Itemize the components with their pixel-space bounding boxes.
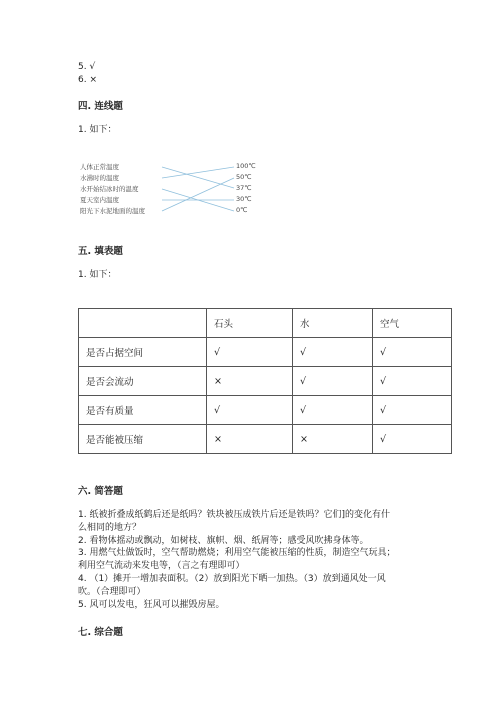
match-right-item: 37℃ [236, 184, 252, 192]
short-answers [78, 509, 398, 611]
previous-answer-5: 5. √ [78, 62, 96, 72]
match-line [162, 167, 234, 178]
table-cell: √ [293, 396, 373, 425]
table-cell: √ [293, 367, 373, 396]
section4-title: 四. 连线题 [78, 101, 123, 112]
table-cell: 是否会流动 [79, 367, 207, 396]
section5-title: 五. 填表题 [78, 246, 123, 257]
match-right-item: 50℃ [236, 173, 252, 181]
table-header-cell: 水 [293, 309, 373, 338]
match-right-item: 30℃ [236, 195, 252, 203]
section7-title: 七. 综合题 [78, 627, 123, 638]
table-cell: 是否占据空间 [79, 338, 207, 367]
table-header-row [79, 309, 452, 338]
table-header-cell [79, 309, 207, 338]
table-cell: √ [373, 367, 452, 396]
table-cell: √ [373, 396, 452, 425]
match-right-item: 100℃ [236, 162, 256, 170]
section4-intro: 1. 如下： [78, 125, 117, 135]
table-cell: × [207, 425, 293, 454]
table-cell: × [207, 367, 293, 396]
section6-title: 六. 简答题 [78, 486, 123, 497]
fill-table [78, 308, 452, 454]
answer-item: 3. 用燃气灶做饭时，空气帮助燃烧；利用空气能被压缩的性质，制造空气玩具；利用空气流动来发电等，（言之有理即可） [78, 548, 396, 572]
table-row [79, 396, 452, 425]
table-cell: √ [373, 425, 452, 454]
answer-item: 1. 纸被折叠成纸鹤后还是纸吗？铁块被压成铁片后还是铁吗？它们]的变化有什么相同的地方？ [78, 510, 390, 533]
table-row [79, 425, 452, 454]
answer-item: 5. 风可以发电，狂风可以摧毁房屋。 [78, 599, 225, 610]
table-cell: √ [207, 396, 293, 425]
table-cell: × [293, 425, 373, 454]
answer-item: 4. （1）摊开一增加表面积。（2）放到阳光下晒一加热。（3）放到通风处一风吹。（合理即可） [78, 573, 386, 597]
match-left-item: 水沸时的温度 [80, 174, 119, 182]
table-header-cell: 空气 [373, 309, 452, 338]
match-left-item: 人体正常温度 [80, 163, 119, 171]
match-left-item: 阳光下水泥地面的温度 [80, 207, 145, 215]
answer-item: 2. 看物体摇动或飘动，如树枝、旗帜、烟、纸屑等；感受风吹拂身体等。 [78, 535, 369, 546]
matching-diagram [78, 160, 268, 220]
match-right-item: 0℃ [236, 206, 248, 214]
table-cell: √ [373, 338, 452, 367]
previous-answer-6: 6. × [78, 75, 97, 85]
table-row [79, 338, 452, 367]
table-cell: 是否能被压缩 [79, 425, 207, 454]
match-lines [78, 160, 268, 220]
match-left-item: 夏天室内温度 [80, 196, 119, 204]
table-row [79, 367, 452, 396]
table-cell: √ [293, 338, 373, 367]
table-cell: 是否有质量 [79, 396, 207, 425]
table-cell: √ [207, 338, 293, 367]
match-line [162, 178, 234, 211]
match-left-item: 水开始结冰时的温度 [80, 185, 139, 193]
section5-intro: 1. 如下： [78, 270, 117, 280]
match-line [162, 167, 234, 188]
table-header-cell: 石头 [207, 309, 293, 338]
